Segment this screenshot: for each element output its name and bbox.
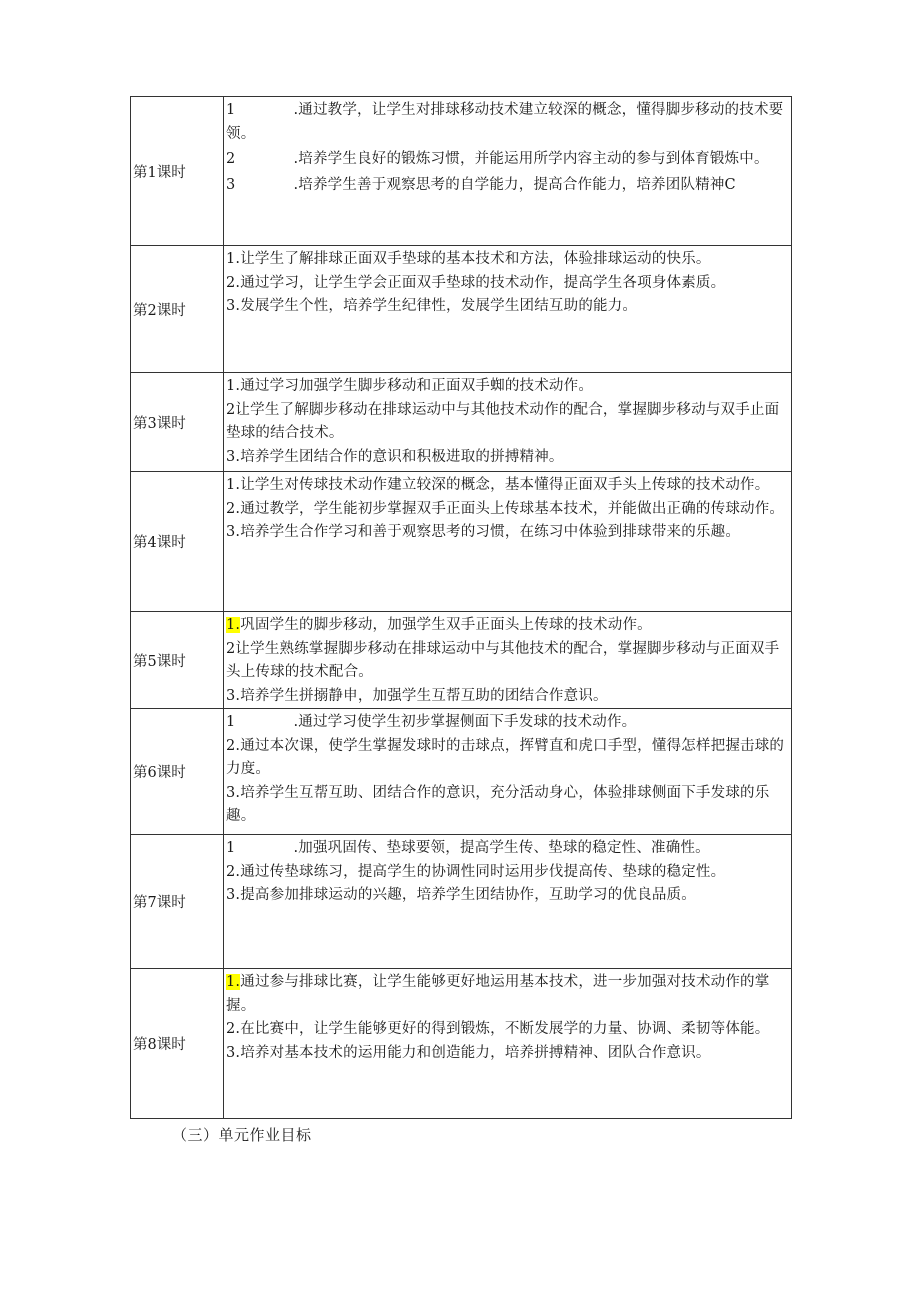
objective-item: 2.在比赛中，让学生能够更好的得到锻炼，不断发展学的力量、协调、柔韧等体能。 bbox=[226, 1021, 770, 1037]
objective-item: 3.发展学生个性，培养学生纪律性，发展学生团结互助的能力。 bbox=[226, 298, 638, 314]
lesson-objectives bbox=[224, 709, 792, 835]
lesson-label: 第4课时 bbox=[131, 472, 224, 612]
objective-item: 1 .通过学习使学生初步掌握侧面下手发球的技术动作。 bbox=[226, 714, 637, 730]
highlight-mark: 1. bbox=[226, 617, 241, 633]
lesson-row-3 bbox=[131, 373, 792, 472]
objective-item: 2让学生了解脚步移动在排球运动中与其他技术动作的配合，掌握脚步移动与双手止面垫球的结合技术。 bbox=[226, 401, 780, 441]
lesson-label: 第2课时 bbox=[131, 246, 224, 373]
lesson-row-6 bbox=[131, 709, 792, 835]
objective-item: 1.让学生对传球技术动作建立较深的概念，基本懂得正面双手头上传球的技术动作。 bbox=[226, 477, 770, 493]
lesson-objectives bbox=[224, 246, 792, 373]
lesson-objectives-table bbox=[130, 96, 792, 1119]
objective-item: 2.通过教学，学生能初步掌握双手正面头上传球基本技术，并能做出正确的传球动作。 bbox=[226, 500, 785, 517]
objective-item: 2.通过学习，让学生学会正面双手垫球的技术动作，提高学生各项身体素质。 bbox=[226, 274, 726, 291]
lesson-objectives bbox=[224, 97, 792, 246]
objective-item: 2.通过本次课，使学生掌握发球时的击球点，挥臂直和虎口手型，懂得怎样把握击球的力度。 bbox=[226, 737, 785, 777]
lesson-label: 第6课时 bbox=[131, 709, 224, 835]
objective-item: 1.巩固学生的脚步移动，加强学生双手正面头上传球的技术动作。 bbox=[226, 617, 652, 633]
lesson-row-8 bbox=[131, 969, 792, 1119]
lesson-label: 第3课时 bbox=[131, 373, 224, 472]
lesson-label: 第7课时 bbox=[131, 835, 224, 969]
lesson-row-1 bbox=[131, 97, 792, 246]
objective-item: 3.培养学生拼搦静申，加强学生互帮互助的团结合作意识。 bbox=[226, 687, 608, 704]
lesson-row-2 bbox=[131, 246, 792, 373]
lesson-row-7 bbox=[131, 835, 792, 969]
objective-item: 3.培养学生团结合作的意识和积极进取的拼搏精神。 bbox=[226, 448, 564, 465]
objective-item: 3.培养学生互帮互助、团结合作的意识，充分活动身心，体验排球侧面下手发球的乐趣。 bbox=[226, 784, 770, 824]
objective-item: 1.通过参与排球比赛，让学生能够更好地运用基本技术，进一步加强对技术动作的掌握。 bbox=[226, 974, 770, 1014]
lesson-objectives bbox=[224, 373, 792, 472]
objective-item: 1 .通过教学，让学生对排球移动技术建立较深的概念，懂得脚步移动的技术要领。 bbox=[226, 102, 784, 142]
objective-item: 2 .培养学生良好的锻炼习惯，并能运用所学内容主动的参与到体育锻炼中。 bbox=[226, 151, 769, 167]
objective-item: 2让学生熟练掌握脚步移动在排球运动中与其他技术的配合，掌握脚步移动与正面双手头上传球的技术配合。 bbox=[226, 640, 780, 680]
objective-item: 3.提高参加排球运动的兴趣，培养学生团结协作，互助学习的优良品质。 bbox=[226, 887, 696, 903]
lesson-label: 第1课时 bbox=[131, 97, 224, 246]
lesson-objectives bbox=[224, 835, 792, 969]
section-title: （三）单元作业目标 bbox=[172, 1126, 312, 1144]
objective-item: 3.培养对基本技术的运用能力和创造能力，培养拼搏精神、团队合作意识。 bbox=[226, 1044, 711, 1061]
lesson-objectives bbox=[224, 472, 792, 612]
lesson-label: 第5课时 bbox=[131, 612, 224, 709]
objective-item: 3 .培养学生善于观察思考的自学能力，提高合作能力，培养团队精神C bbox=[226, 176, 736, 193]
objective-item: 3.培养学生合作学习和善于观察思考的习惯，在练习中体验到排球带来的乐趣。 bbox=[226, 524, 741, 540]
lesson-row-4 bbox=[131, 472, 792, 612]
lesson-objectives bbox=[224, 969, 792, 1119]
objective-item: 2.通过传垫球练习，提高学生的协调性同时运用步伐提高传、垫球的稳定性。 bbox=[226, 863, 726, 880]
lesson-label: 第8课时 bbox=[131, 969, 224, 1119]
objective-item: 1.通过学习加强学生脚步移动和正面双手蜘的技术动作。 bbox=[226, 378, 594, 394]
objective-item: 1.让学生了解排球正面双手垫球的基本技术和方法，体验排球运动的快乐。 bbox=[226, 251, 711, 267]
objective-item: 1 .加强巩固传、垫球要领，提高学生传、垫球的稳定性、准确性。 bbox=[226, 840, 710, 856]
highlight-mark: 1. bbox=[226, 974, 241, 990]
lesson-row-5 bbox=[131, 612, 792, 709]
lesson-objectives bbox=[224, 612, 792, 709]
